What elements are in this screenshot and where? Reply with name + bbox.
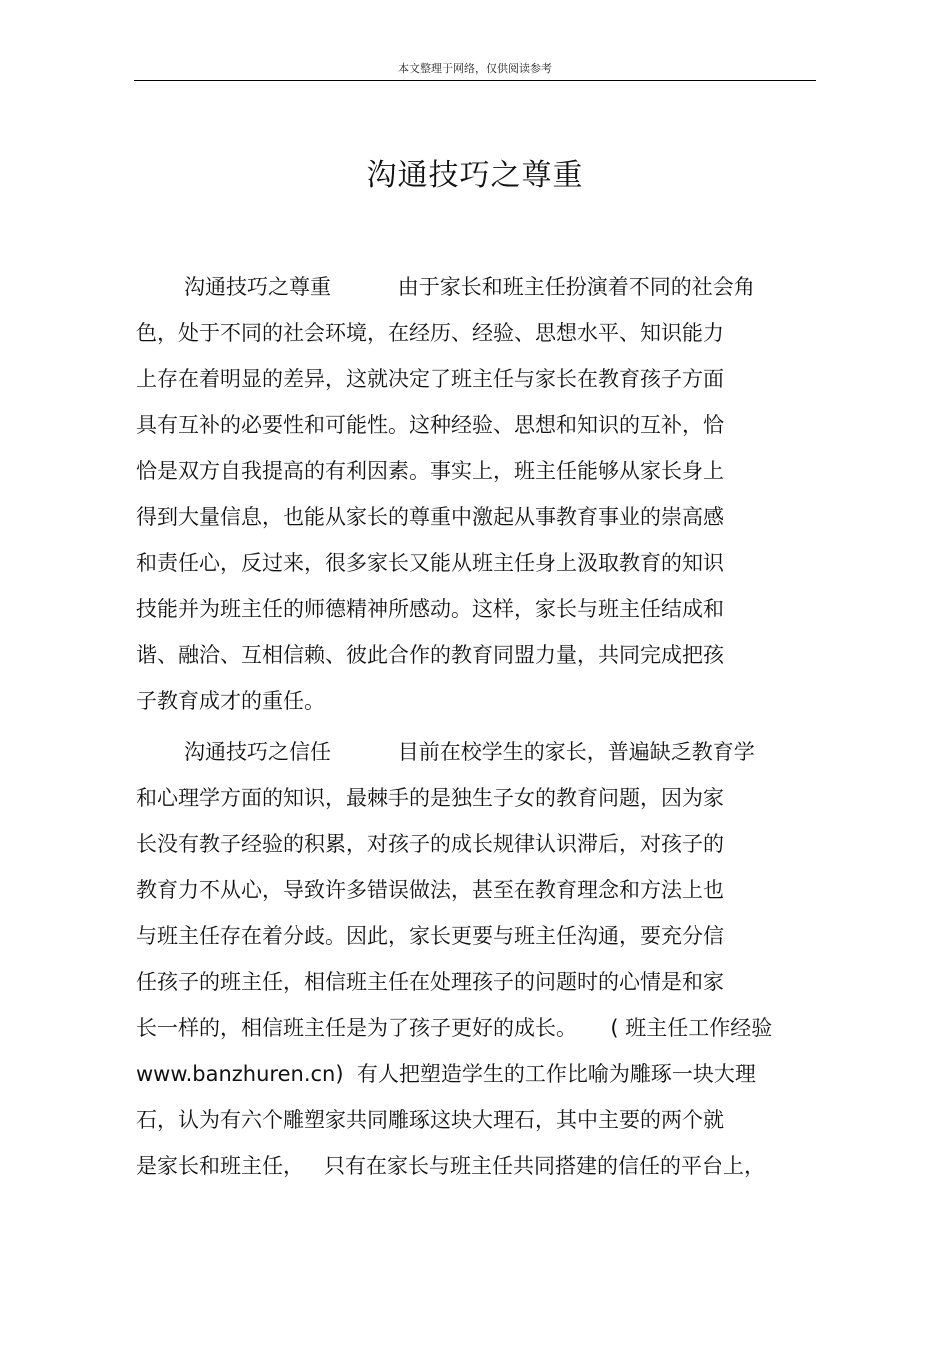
body-line: 谐、融洽、互相信赖、彼此合作的教育同盟力量，共同完成把孩: [136, 643, 724, 667]
body-line: 沟通技巧之信任 目前在校学生的家长，普遍缺乏教育学: [184, 740, 755, 764]
body-line: 子教育成才的重任。: [136, 689, 325, 713]
body-line: 得到大量信息，也能从家长的尊重中激起从事教育事业的崇高感: [136, 505, 724, 529]
body-line: 具有互补的必要性和可能性。这种经验、思想和知识的互补，恰: [136, 413, 724, 437]
body-line: 是家长和班主任， 只有在家长与班主任共同搭建的信任的平台上，: [136, 1154, 766, 1178]
body-line: 技能并为班主任的师德精神所感动。这样，家长与班主任结成和: [136, 597, 724, 621]
header-note: 本文整理于网络，仅供阅读参考: [398, 62, 552, 75]
document-title: 沟通技巧之尊重: [366, 158, 584, 193]
body-line: 色，处于不同的社会环境，在经历、经验、思想水平、知识能力: [136, 321, 724, 345]
body-line: 任孩子的班主任，相信班主任在处理孩子的问题时的心情是和家: [136, 970, 724, 994]
body-line: 和责任心，反过来，很多家长又能从班主任身上汲取教育的知识: [136, 551, 724, 575]
body-line: 恰是双方自我提高的有利因素。事实上，班主任能够从家长身上: [136, 459, 724, 483]
body-line: www.banzhuren.cn) 有人把塑造学生的工作比喻为雕琢一块大理: [136, 1062, 756, 1086]
body-line: 石，认为有六个雕塑家共同雕琢这块大理石，其中主要的两个就: [136, 1108, 724, 1132]
body-line: 长一样的，相信班主任是为了孩子更好的成长。 ( 班主任工作经验: [136, 1016, 773, 1040]
body-line: 沟通技巧之尊重 由于家长和班主任扮演着不同的社会角: [184, 275, 755, 299]
body-line: 与班主任存在着分歧。因此，家长更要与班主任沟通，要充分信: [136, 924, 724, 948]
body-line: 和心理学方面的知识，最棘手的是独生子女的教育问题，因为家: [136, 786, 724, 810]
body-line: 上存在着明显的差异，这就决定了班主任与家长在教育孩子方面: [136, 367, 724, 391]
header-divider: [134, 80, 816, 81]
body-line: 长没有教子经验的积累，对孩子的成长规律认识滞后，对孩子的: [136, 832, 724, 856]
body-line: 教育力不从心，导致许多错误做法，甚至在教育理念和方法上也: [136, 878, 724, 902]
